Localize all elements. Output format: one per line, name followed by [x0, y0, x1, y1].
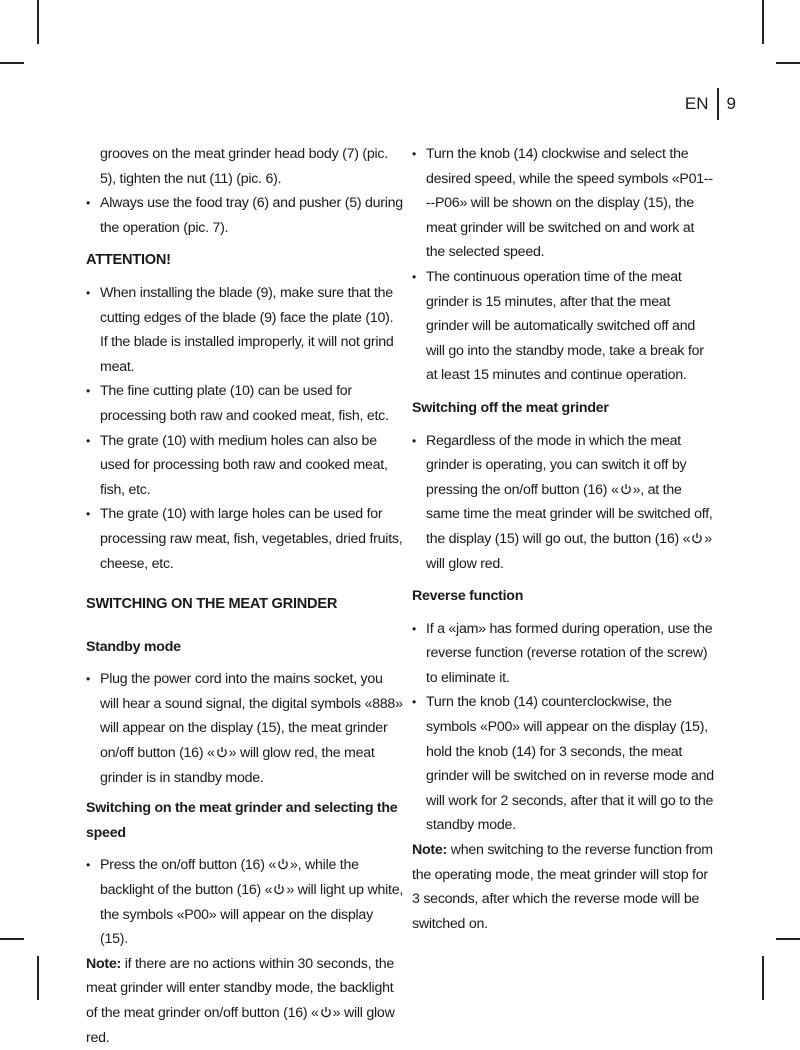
page-number: 9	[726, 94, 736, 113]
left-column	[86, 142, 404, 1050]
power-icon	[320, 1006, 332, 1018]
crop-mark-top-right-h	[776, 62, 800, 64]
note-paragraph	[86, 952, 404, 1050]
right-column	[412, 142, 716, 936]
text: » will glow red.	[426, 530, 712, 572]
section-heading: SWITCHING ON THE MEAT GRINDER	[86, 596, 338, 613]
page-header	[685, 88, 736, 120]
crop-mark-top-right	[762, 0, 764, 44]
crop-mark-bottom-right	[762, 956, 764, 1000]
switch-off-list	[412, 429, 716, 577]
text: », at the same time the meat grinder will be switched off, the display (15) will go out, the button (16) «	[426, 481, 713, 547]
list-item: • When installing the blade (9), make sure that the cutting edges of the blade (9) face the plate (10). If the blade is installed improperly, it will not grind meat.	[86, 281, 404, 379]
crop-mark-top-left-h	[0, 62, 24, 64]
list-item: • If a «jam» has formed during operation, use the reverse function (reverse rotation of the screw) to eliminate it.	[412, 617, 716, 691]
list-item	[412, 429, 716, 577]
list-item: • The grate (10) with medium holes can also be used for processing both raw and cooked meat, fish, etc.	[86, 429, 404, 503]
list-item: • The grate (10) with large holes can be used for processing raw meat, fish, vegetables, dried fruits, cheese, etc.	[86, 502, 404, 576]
text: » will glow red, the meat grinder is in standby mode.	[100, 745, 375, 786]
power-icon	[620, 483, 632, 495]
list-item: • The fine cutting plate (10) can be used for processing both raw and cooked meat, fish, etc.	[86, 379, 404, 428]
crop-mark-bottom-right-h	[776, 938, 800, 940]
list-item: • The continuous operation time of the meat grinder is 15 minutes, after that the meat grinder will be automatically switched off and will go into the standby mode, take a break for at least 15 minutes and continue operation.	[412, 265, 716, 388]
text: » will light up white, the symbols «P00» will appear on the display (15).	[100, 882, 404, 948]
note-paragraph	[412, 838, 716, 936]
power-icon	[277, 858, 289, 870]
speed-continued-list	[412, 142, 716, 388]
standby-heading: Standby mode	[86, 638, 181, 655]
continued-text: grooves on the meat grinder head body (7) (pic. 5), tighten the nut (11) (pic. 6).	[100, 146, 388, 187]
speed-list	[86, 853, 404, 951]
text: » will glow red.	[86, 1005, 395, 1046]
crop-mark-top-left	[37, 0, 39, 44]
text: Press the on/off button (16) «	[100, 857, 277, 874]
speed-heading: Switching on the meat grinder and selecting the speed	[86, 800, 398, 841]
list-item: • Turn the knob (14) counterclockwise, the symbols «P00» will appear on the display (15), hold the knob (14) for 3 seconds, the meat grinder will be switched on in reverse mode and will work for 2 seconds, after that it will go to the standby mode.	[412, 690, 716, 838]
language-code: EN	[684, 94, 709, 113]
pre-bullet-list	[86, 191, 404, 240]
crop-mark-bottom-left-h	[0, 938, 24, 940]
note-label: Note:	[412, 842, 448, 859]
attention-heading: ATTENTION!	[86, 252, 171, 269]
power-icon	[273, 883, 285, 895]
power-icon	[691, 532, 703, 544]
crop-mark-bottom-left	[37, 956, 39, 1000]
note-label: Note:	[86, 955, 122, 972]
list-item: • Turn the knob (14) clockwise and select the desired speed, while the speed symbols «P01----P06» will be shown on the display (15), the meat grinder will be switched on and work at the selected speed.	[412, 142, 716, 265]
text: Regardless of the mode in which the meat grinder is operating, you can switch it off by pressing the on/off button (16) «	[426, 432, 687, 498]
power-icon	[216, 746, 228, 758]
list-item: • Always use the food tray (6) and pusher (5) during the operation (pic. 7).	[86, 191, 404, 240]
text: », while the backlight of the button (16) «	[100, 857, 359, 899]
standby-list	[86, 667, 404, 790]
list-item	[86, 853, 404, 951]
attention-list	[86, 281, 404, 576]
text: if there are no actions within 30 seconds, the meat grinder will enter standby mode, the backlight of the meat grinder on/off button (16) «	[86, 955, 394, 1021]
reverse-heading: Reverse function	[412, 588, 524, 605]
text: Plug the power cord into the mains socket, you will hear a sound signal, the digital symbols «888» will appear on the display (15), the meat grinder on/off button (16) «	[100, 671, 403, 762]
reverse-list	[412, 617, 716, 838]
switch-off-heading: Switching off the meat grinder	[412, 399, 609, 416]
list-item	[86, 667, 404, 790]
text: when switching to the reverse function from the operating mode, the meat grinder will stop for 3 seconds, after which the reverse mode will be switched on.	[412, 842, 713, 932]
